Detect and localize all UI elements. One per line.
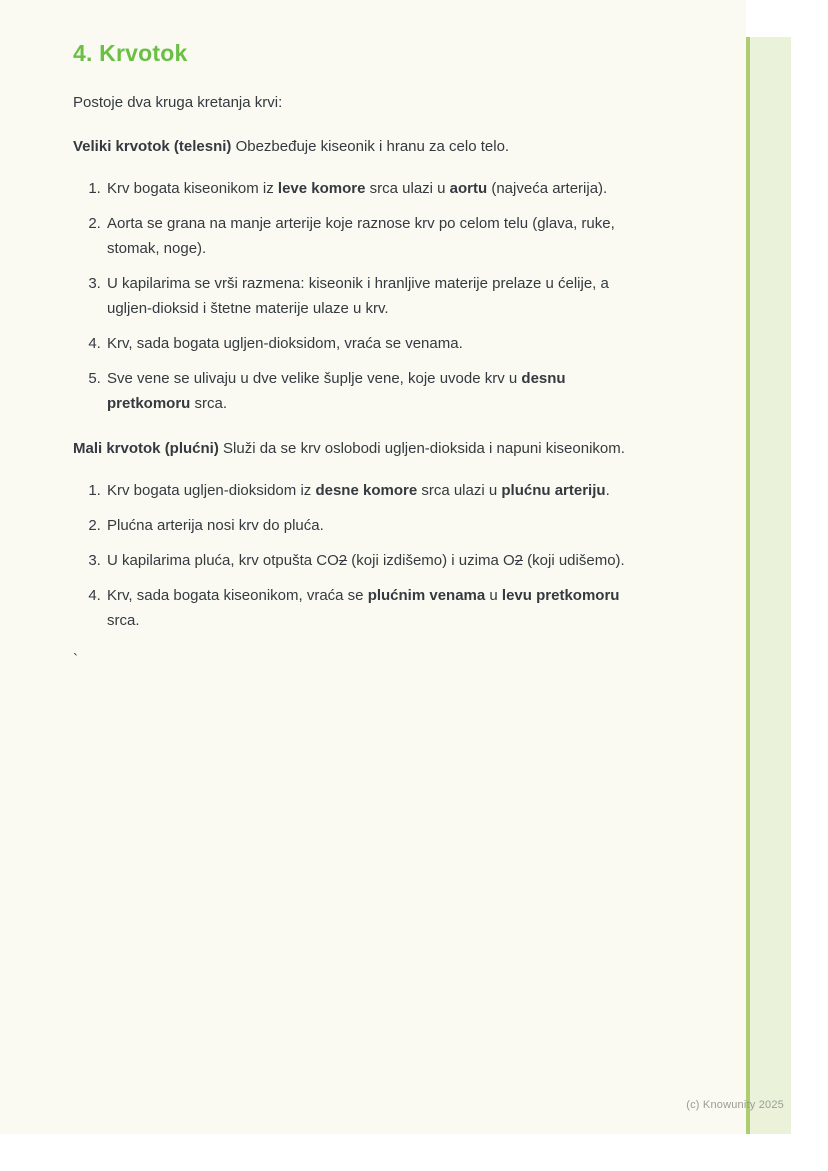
section-mali-krvotok-lead — [73, 434, 637, 464]
list-item: 2. Plućna arterija nosi krv do pluća. — [105, 513, 637, 538]
section-mali-krvotok-text: Služi da se krv oslobodi ugljen-dioksida i napuni kiseonikom. — [218, 440, 625, 457]
section-veliki-krvotok-lead — [73, 132, 637, 162]
list-item: 4. Krv, sada bogata kiseonikom, vraća se plućnim venama u levu pretkomoru srca. — [105, 583, 637, 633]
stray-character: ` — [73, 651, 78, 668]
list-item: 1. Krv bogata ugljen-dioksidom iz desne komore srca ulazi u plućnu arteriju. — [105, 478, 637, 503]
intro-paragraph: Postoje dva kruga kretanja krvi: — [73, 94, 283, 111]
page-title: 4. Krvotok — [73, 40, 188, 66]
veliki-krvotok-list — [73, 176, 637, 416]
list-item: 3. U kapilarima pluća, krv otpušta CO2 (koji izdišemo) i uzima O2 (koji udišemo). — [105, 548, 637, 573]
page-content — [73, 0, 637, 671]
list-item: 4. Krv, sada bogata ugljen-dioksidom, vraća se venama. — [105, 331, 637, 356]
section-veliki-krvotok-title: Veliki krvotok (telesni) — [73, 138, 232, 155]
section-mali-krvotok-title: Mali krvotok (plućni) — [73, 440, 219, 457]
list-item: 5. Sve vene se ulivaju u dve velike šuplje vene, koje uvode krv u desnu pretkomoru srca. — [105, 366, 637, 416]
copyright-footer: (c) Knowunity 2025 — [686, 1099, 784, 1111]
decorative-stripe — [746, 37, 791, 1134]
mali-krvotok-list — [73, 478, 637, 633]
list-item: 1. Krv bogata kiseonikom iz leve komore srca ulazi u aortu (najveća arterija). — [105, 176, 637, 201]
list-item: 2. Aorta se grana na manje arterije koje raznose krv po celom telu (glava, ruke, stomak, noge). — [105, 211, 637, 261]
list-item: 3. U kapilarima se vrši razmena: kiseonik i hranljive materije prelaze u ćelije, a ugljen-dioksid i štetne materije ulaze u krv. — [105, 271, 637, 321]
section-veliki-krvotok-text: Obezbeđuje kiseonik i hranu za celo telo. — [231, 138, 510, 155]
